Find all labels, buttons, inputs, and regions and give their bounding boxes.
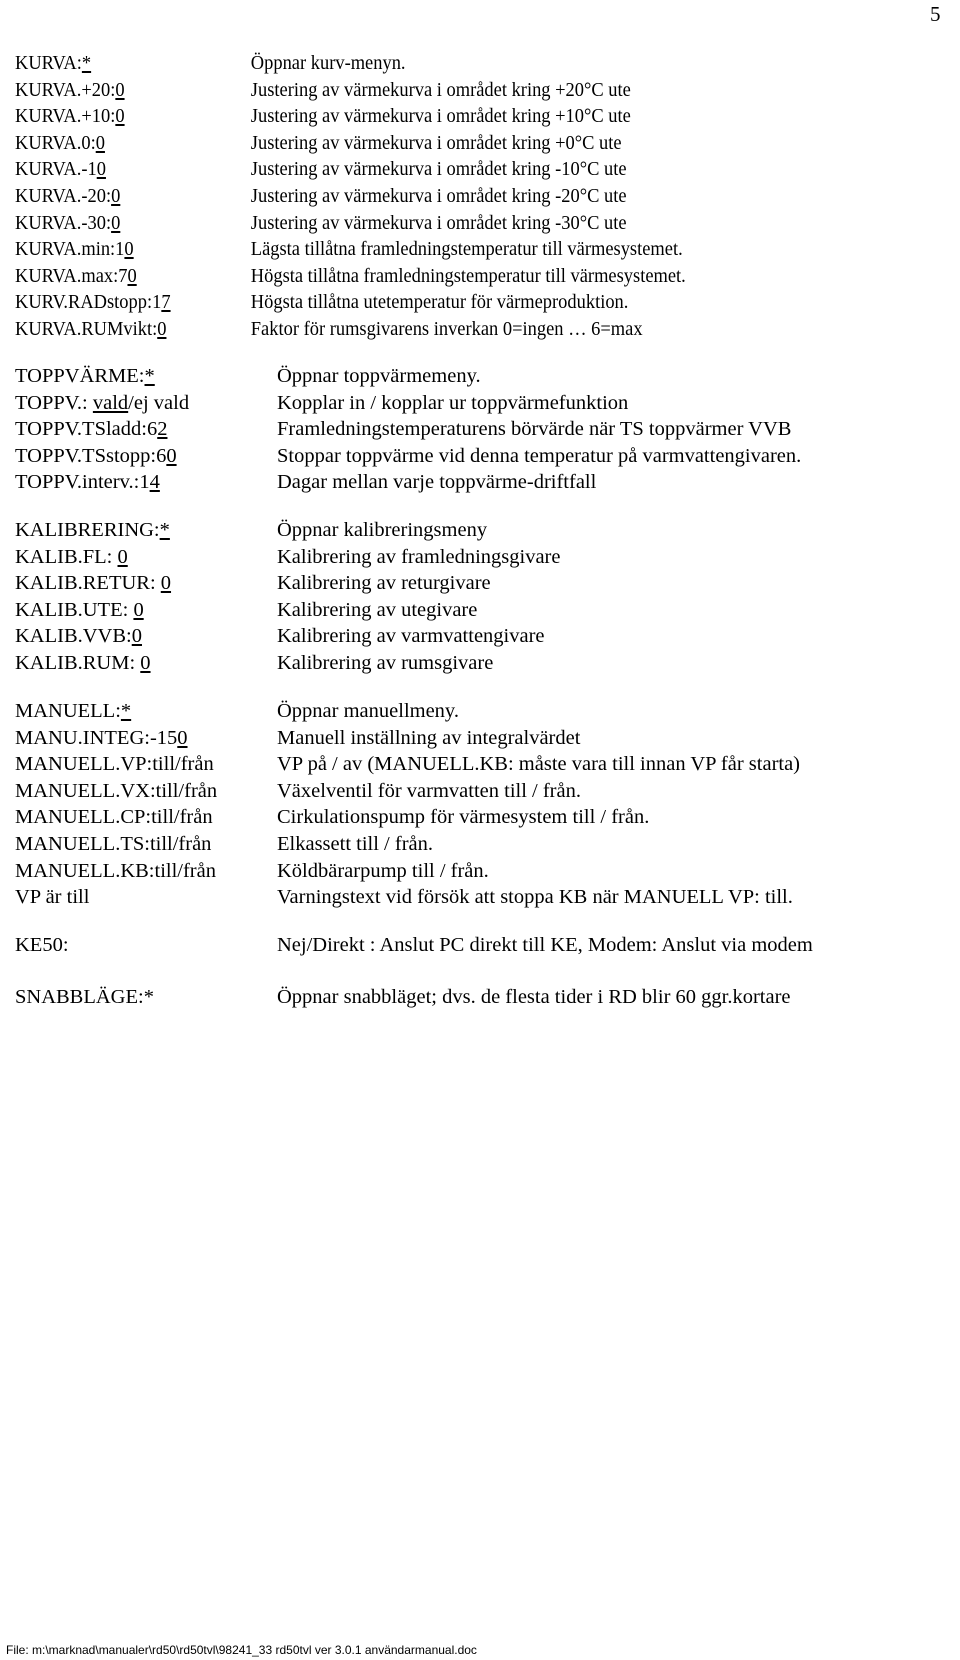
parameter-name: KALIB.FL: 0 [15, 545, 128, 568]
table-row [15, 103, 852, 130]
parameter-name: KURVA.-30:0 [15, 211, 121, 234]
parameter-name: KURVA.+10:0 [15, 105, 125, 128]
table-row [15, 804, 945, 831]
table-row [15, 416, 945, 443]
parameter-description: Öppnar kalibreringsmeny [277, 519, 488, 541]
table-row [15, 210, 852, 237]
parameter-description: Justering av värmekurva i området kring -20°C ute [250, 184, 627, 207]
parameter-name: SNABBLÄGE:* [15, 986, 154, 1008]
table-row [15, 623, 945, 650]
parameter-name: KALIB.RUM: 0 [15, 651, 151, 674]
table-row [15, 183, 852, 210]
parameter-description: Manuell inställning av integralvärdet [277, 726, 581, 749]
parameter-name: MANU.INTEG:-150 [15, 726, 188, 749]
parameter-description: Kalibrering av rumsgivare [277, 651, 494, 674]
table-row [15, 597, 945, 624]
parameter-description: Kalibrering av returgivare [277, 572, 491, 595]
parameter-name: KALIB.RETUR: 0 [15, 572, 172, 595]
table-row [15, 650, 945, 677]
table-row [15, 316, 852, 343]
table-row [15, 390, 945, 417]
section-manuell [15, 698, 945, 911]
table-row [15, 831, 945, 858]
parameter-description: Öppnar manuellmeny. [277, 700, 459, 722]
parameter-name: VP är till [15, 886, 90, 909]
parameter-description: Dagar mellan varje toppvärme-driftfall [277, 471, 597, 494]
parameter-description: Högsta tillåtna framledningstemperatur till värmesystemet. [250, 264, 686, 287]
section-kurva [15, 50, 945, 343]
parameter-description: Lägsta tillåtna framledningstemperatur till värmesystemet. [250, 238, 683, 261]
parameter-name: KALIBRERING:* [15, 519, 170, 541]
parameter-description: Öppnar snabbläget; dvs. de flesta tider i RD blir 60 ggr.kortare [277, 986, 791, 1008]
table-row [15, 570, 945, 597]
parameter-name: TOPPV.TSstopp:60 [15, 444, 177, 467]
table-row [15, 984, 945, 1011]
table-row [15, 443, 945, 470]
table-row [15, 50, 852, 77]
parameter-name: KURVA.RUMvikt:0 [15, 317, 167, 340]
parameter-description: Öppnar toppvärmemeny. [277, 365, 481, 387]
parameter-description: Elkassett till / från. [277, 832, 433, 855]
parameter-name: KURVA:* [15, 52, 92, 74]
parameter-description: Varningstext vid försök att stoppa KB när MANUELL VP: till. [277, 886, 793, 909]
parameter-description: Faktor för rumsgivarens inverkan 0=ingen … 6=max [250, 317, 643, 340]
parameter-description: Växelventil för varmvatten till / från. [277, 779, 581, 802]
section-toppvarme [15, 363, 945, 496]
file-path-footer: File: m:\marknad\manualer\rd50\rd50tvl\98241_33 rd50tvl ver 3.0.1 användarmanual.doc [6, 1643, 477, 1657]
parameter-description: Köldbärarpump till / från. [277, 859, 489, 882]
parameter-description: Kalibrering av varmvattengivare [277, 625, 545, 648]
parameter-name: TOPPV.TSladd:62 [15, 418, 168, 441]
parameter-description: Nej/Direkt : Anslut PC direkt till KE, Modem: Anslut via modem [277, 934, 813, 956]
parameter-description: Kalibrering av utegivare [277, 598, 478, 621]
parameter-name: MANUELL.VP:till/från [15, 753, 214, 776]
parameter-name: KURVA.-20:0 [15, 184, 121, 207]
page-number: 5 [930, 2, 941, 26]
parameter-description: Framledningstemperaturens börvärde när TS toppvärmer VVB [277, 418, 792, 441]
table-row [15, 778, 945, 805]
section-snabblage [15, 984, 945, 1011]
table-row [15, 156, 852, 183]
table-row [15, 289, 852, 316]
table-row [15, 77, 852, 104]
table-row [15, 884, 945, 911]
table-row [15, 858, 945, 885]
parameter-description: Kalibrering av framledningsgivare [277, 545, 561, 568]
parameter-description: Högsta tillåtna utetemperatur för värmeproduktion. [250, 291, 629, 314]
parameter-description: Öppnar kurv-menyn. [250, 52, 406, 74]
parameter-name: KURVA.-10 [15, 158, 106, 181]
parameter-name: TOPPV.interv.:14 [15, 471, 160, 494]
parameter-name: KURVA.min:10 [15, 238, 134, 261]
table-row [15, 517, 945, 544]
parameter-description: Justering av värmekurva i området kring +10°C ute [250, 105, 631, 128]
table-row [15, 751, 945, 778]
section-kalibrering [15, 517, 945, 677]
parameter-name: MANUELL.KB:till/från [15, 859, 216, 882]
parameter-name: KURVA.0:0 [15, 131, 105, 154]
parameter-name: KURV.RADstopp:17 [15, 291, 171, 314]
parameter-description: Cirkulationspump för värmesystem till / från. [277, 806, 650, 829]
parameter-name: TOPPV.: vald/ej vald [15, 391, 190, 414]
parameter-name: KALIB.VVB:0 [15, 625, 142, 648]
parameter-description: Justering av värmekurva i området kring -10°C ute [250, 158, 627, 181]
table-row [15, 363, 945, 390]
table-row [15, 698, 945, 725]
table-row [15, 263, 852, 290]
parameter-name: KURVA.max:70 [15, 264, 137, 287]
parameter-name: MANUELL:* [15, 700, 132, 722]
section-ke50 [15, 932, 945, 959]
table-row [15, 236, 852, 263]
table-row [15, 932, 945, 959]
parameter-description: Stoppar toppvärme vid denna temperatur på varmvattengivaren. [277, 444, 802, 467]
table-row [15, 725, 945, 752]
parameter-name: KALIB.UTE: 0 [15, 598, 144, 621]
parameter-name: MANUELL.TS:till/från [15, 832, 212, 855]
table-row [15, 469, 945, 496]
table-row [15, 130, 852, 157]
table-row [15, 544, 945, 571]
parameter-name: TOPPVÄRME:* [15, 365, 155, 387]
parameter-name: KURVA.+20:0 [15, 78, 125, 101]
parameter-description: Justering av värmekurva i området kring +20°C ute [250, 78, 631, 101]
parameter-description: Kopplar in / kopplar ur toppvärmefunktion [277, 391, 629, 414]
parameter-description: Justering av värmekurva i området kring -30°C ute [250, 211, 627, 234]
parameter-name: MANUELL.VX:till/från [15, 779, 218, 802]
parameter-name: MANUELL.CP:till/från [15, 806, 213, 829]
parameter-description: VP på / av (MANUELL.KB: måste vara till innan VP får starta) [277, 753, 801, 776]
parameter-name: KE50: [15, 934, 69, 956]
parameter-description: Justering av värmekurva i området kring +0°C ute [250, 131, 622, 154]
